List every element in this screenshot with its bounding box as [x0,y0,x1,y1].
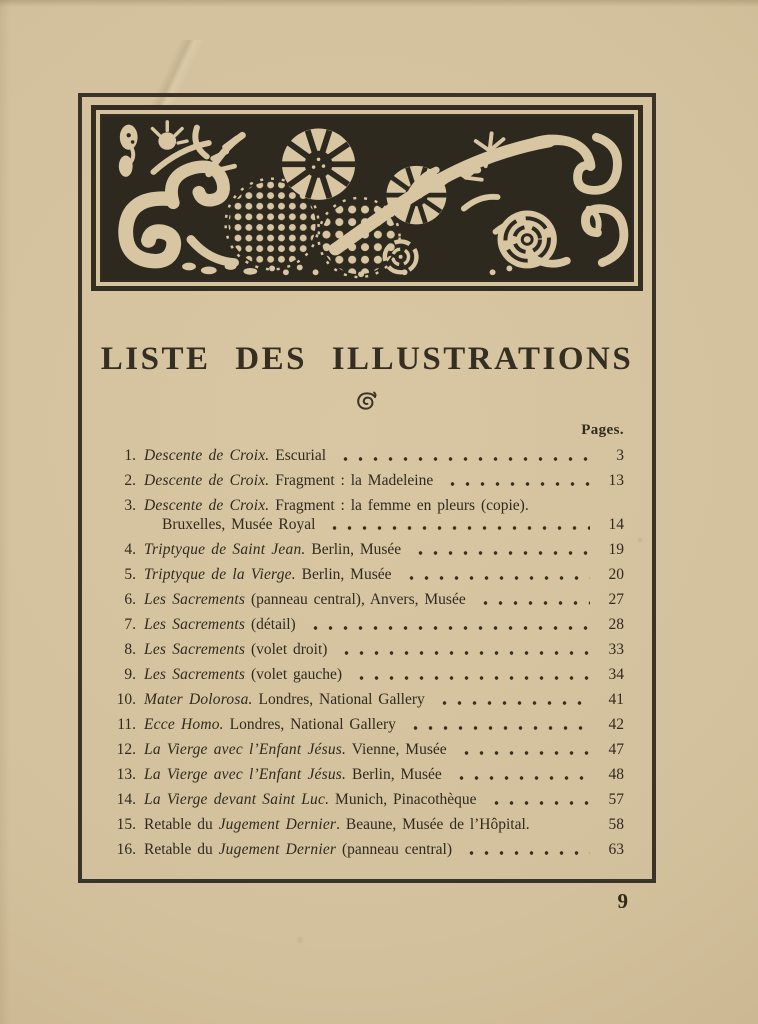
list-item [106,840,624,859]
item-page: 14 [608,516,624,533]
item-page: 19 [608,541,624,558]
page-number: 9 [617,889,628,913]
item-text: Descente de Croix. Escurial [144,447,327,464]
item-number: 3. [124,497,136,514]
floral-woodcut-banner [91,105,643,291]
item-entry [144,840,624,859]
item-number: 16. [116,841,136,858]
illustration-list [106,446,624,859]
dot-leader [441,476,590,488]
list-item [106,740,624,759]
item-entry [144,446,624,465]
list-item [106,540,624,559]
item-number: 10. [116,691,136,708]
item-number: 9. [124,666,136,683]
item-line [144,815,624,834]
item-number: 14. [116,791,136,808]
item-text: Descente de Croix. Fragment : la Madeleine [144,472,434,489]
item-entry [144,715,624,734]
item-text: Les Sacrements (panneau central), Anvers, Musée [144,591,466,608]
item-page: 58 [608,816,624,833]
list-item [106,765,624,784]
item-number: 2. [124,472,136,489]
item-line [144,665,624,684]
item-line [144,715,624,734]
woodcut-art [100,114,634,282]
item-line [144,790,624,809]
item-text: Bruxelles, Musée Royal [162,516,316,533]
item-text: Ecce Homo. Londres, National Gallery [144,716,396,733]
item-number: 13. [116,766,136,783]
dot-leader [335,645,590,657]
list-item [106,615,624,634]
dot-leader [433,695,590,707]
dot-leader [474,595,590,607]
item-page: 33 [608,641,624,658]
list-item [106,640,624,659]
dot-leader [323,520,590,532]
list-item [106,590,624,609]
list-item [106,565,624,584]
item-text: Descente de Croix. Fragment : la femme en pleurs (copie). [144,497,529,514]
item-page: 41 [608,691,624,708]
item-text: Triptyque de Saint Jean. Berlin, Musée [144,541,402,558]
list-item [106,715,624,734]
spiral-ornament-icon [82,391,652,413]
item-number: 6. [124,591,136,608]
item-entry [144,740,624,759]
item-number: 8. [124,641,136,658]
item-page: 57 [608,791,624,808]
item-line [144,540,624,559]
dot-leader [404,720,590,732]
page-title: LISTE DES ILLUSTRATIONS [100,341,634,377]
item-text: Les Sacrements (détail) [144,616,296,633]
item-line [144,471,624,490]
item-page: 63 [608,841,624,858]
dot-leader [538,820,590,832]
list-item [106,446,624,465]
item-entry [144,471,624,490]
dot-leader [460,845,590,857]
item-number: 11. [117,716,136,733]
item-entry [144,665,624,684]
item-text: Les Sacrements (volet droit) [144,641,328,658]
page-border-frame [78,93,656,883]
item-entry [144,690,624,709]
item-text: La Vierge avec l’Enfant Jésus. Berlin, Musée [144,766,442,783]
dot-leader [334,451,590,463]
item-entry [144,815,624,834]
item-line [144,590,624,609]
item-number: 7. [124,616,136,633]
item-entry [144,540,624,559]
item-line [144,765,624,784]
item-text: Retable du Jugement Dernier. Beaune, Musée de l’Hôpital. [144,816,530,833]
dot-leader [455,745,590,757]
item-line [144,740,624,759]
item-number: 15. [116,816,136,833]
item-number: 4. [124,541,136,558]
list-item [106,665,624,684]
item-page: 42 [608,716,624,733]
item-page: 28 [608,616,624,633]
item-line [144,615,624,634]
item-page: 47 [608,741,624,758]
dot-leader [400,570,591,582]
dot-leader [350,670,590,682]
item-page: 13 [608,472,624,489]
list-item [106,496,624,534]
list-item [106,790,624,809]
item-text: Triptyque de la Vierge. Berlin, Musée [144,566,392,583]
item-entry [144,640,624,659]
floral-woodcut-icon [102,116,632,280]
item-text: Mater Dolorosa. Londres, National Gallery [144,691,425,708]
spiral-glyph [354,391,380,413]
item-page: 20 [608,566,624,583]
item-page: 27 [608,591,624,608]
item-line [144,496,624,515]
list-item [106,815,624,834]
item-entry [144,590,624,609]
dot-leader [450,770,590,782]
item-line [144,690,624,709]
item-number: 5. [124,566,136,583]
item-line [144,446,624,465]
item-entry [144,790,624,809]
item-entry [144,565,624,584]
dot-leader [304,620,590,632]
item-text: La Vierge avec l’Enfant Jésus. Vienne, Musée [144,741,447,758]
item-number: 1. [124,447,136,464]
item-line [144,640,624,659]
dot-leader [485,795,590,807]
list-item [106,690,624,709]
item-entry [144,615,624,634]
item-line [144,840,624,859]
item-line [162,515,624,534]
item-page: 34 [608,666,624,683]
dot-leader [409,545,590,557]
pages-column-label: Pages. [581,422,624,438]
item-entry [144,765,624,784]
item-number: 12. [116,741,136,758]
list-item [106,471,624,490]
item-text: La Vierge devant Saint Luc. Munich, Pinacothèque [144,791,477,808]
item-text: Les Sacrements (volet gauche) [144,666,343,683]
item-page: 3 [616,447,624,464]
item-line [144,565,624,584]
item-text: Retable du Jugement Dernier (panneau central) [144,841,453,858]
item-page: 48 [608,766,624,783]
item-entry [144,496,624,534]
